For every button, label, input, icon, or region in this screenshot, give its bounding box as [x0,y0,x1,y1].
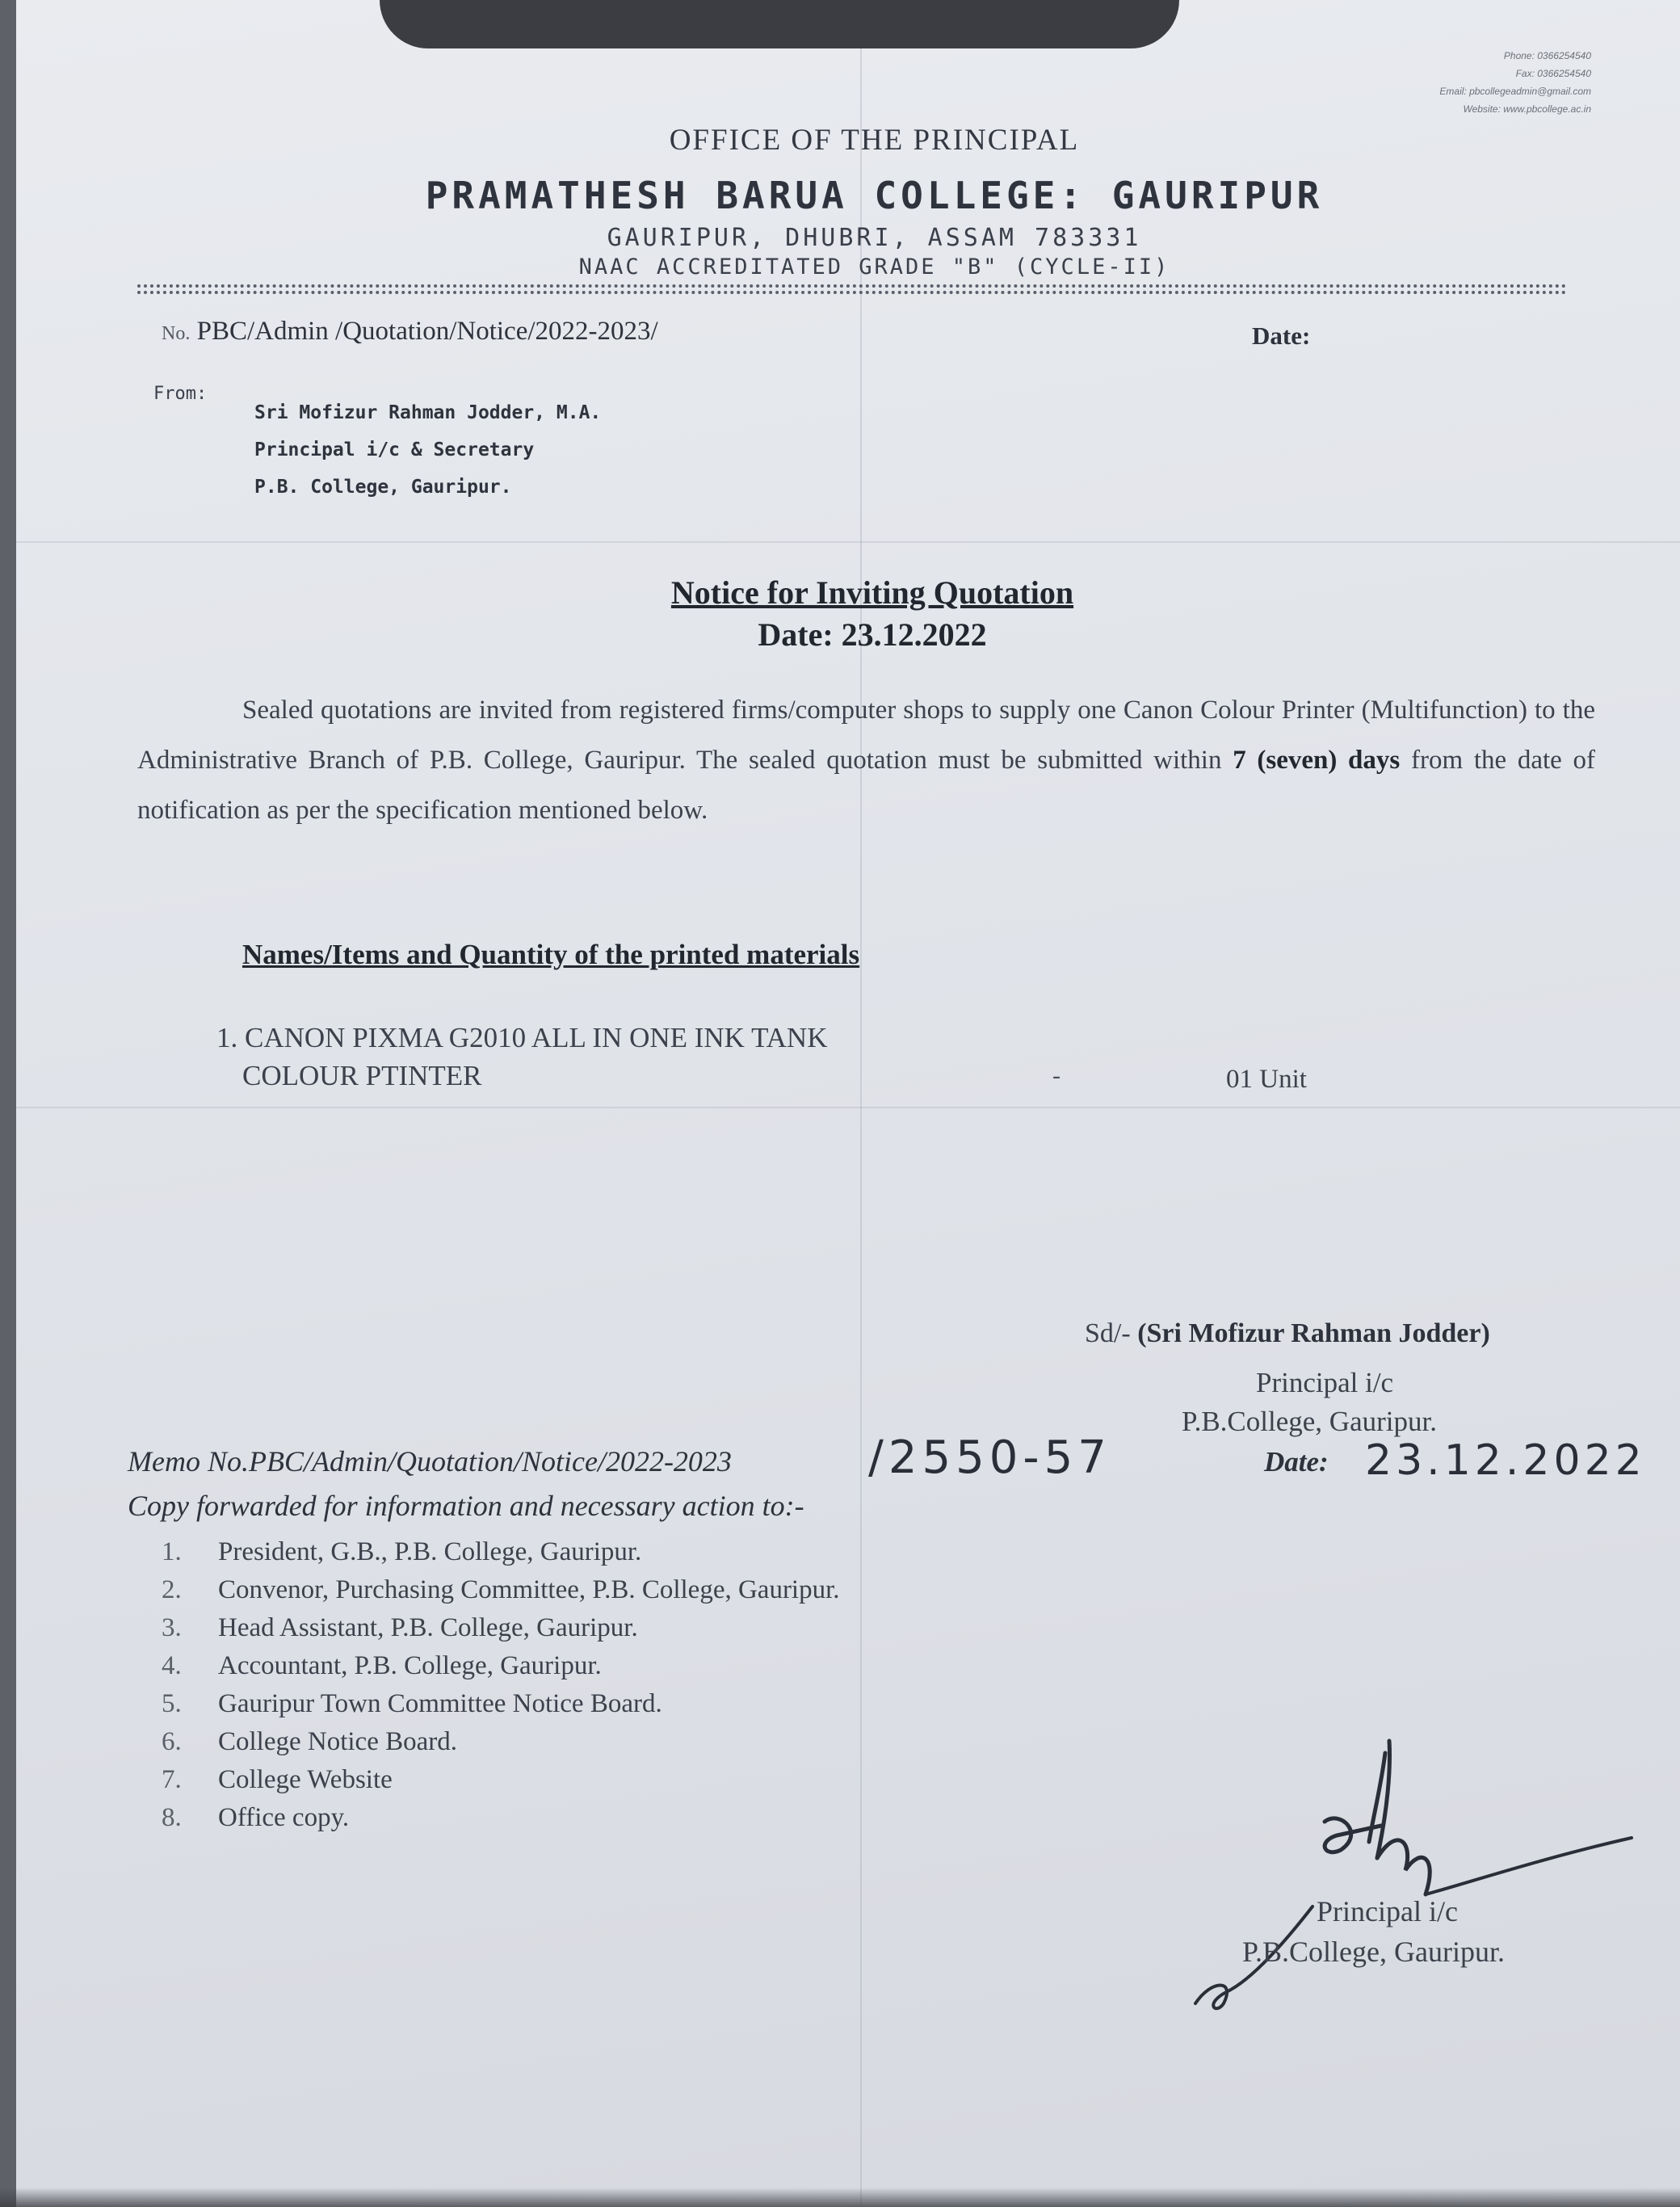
office-heading: OFFICE OF THE PRINCIPAL [669,124,1080,157]
sd-prefix: Sd/- [1085,1318,1138,1348]
signed-by [1085,1318,1490,1349]
list-item-number: 3. [162,1613,182,1642]
notice-body-part2: from the date of notification as per the specification mentioned below. [137,746,1595,825]
notice-body-part1: Sealed quotations are invited from registered firms/computer shops to supply one Canon Colour Printer (Multifunction) to the Administrative Branch of P.B. College, Gauripur. The sealed quotation must be submitted within [137,696,1595,775]
fold-line-horizontal-bottom [16,1107,1680,1108]
list-item-text: Head Assistant, P.B. College, Gauripur. [218,1613,638,1642]
list-item [162,1685,840,1723]
list-item-number: 6. [162,1727,182,1756]
stamp-title: Principal i/c [1317,1895,1458,1927]
list-item [162,1761,840,1799]
contact-phone: Phone: 0366254540 [1503,50,1591,61]
notice-title: Notice for Inviting Quotation [670,574,1074,611]
list-item-text: College Notice Board. [218,1727,458,1756]
copy-forwarded-heading: Copy forwarded for information and necessary action to:- [128,1490,804,1522]
items-title: Names/Items and Quantity of the printed materials [242,939,860,970]
from-college: P.B. College, Gauripur. [254,477,512,498]
memo-date-label: Date: [1264,1446,1329,1478]
reference-date-label: Date: [1252,322,1311,350]
item-name-line1: 1. CANON PIXMA G2010 ALL IN ONE INK TANK [216,1022,828,1053]
fold-line-horizontal-top [16,541,1680,543]
college-name: PRAMATHESH BARUA COLLEGE: GAURIPUR [425,174,1324,217]
from-title: Principal i/c & Secretary [254,439,535,460]
item-separator: - [1052,1062,1060,1089]
memo-handwritten-date: 23.12.2022 [1365,1436,1646,1485]
from-label: From: [153,384,208,404]
list-item [162,1533,840,1571]
list-item-text: Gauripur Town Committee Notice Board. [218,1689,662,1718]
handwritten-signature [1179,1737,1648,2028]
notice-body-deadline: 7 (seven) days [1233,746,1401,775]
list-item-number: 2. [162,1575,182,1604]
contact-fax: Fax: 0366254540 [1515,68,1591,79]
reference-no-value: PBC/Admin /Quotation/Notice/2022-2023/ [196,317,658,346]
contact-website: Website: www.pbcollege.ac.in [1463,103,1591,115]
reference-no-label: No. [162,323,191,344]
list-item [162,1571,840,1609]
memo-handwritten-number: /2550-57 [868,1431,1111,1484]
from-name: Sri Mofizur Rahman Jodder, M.A. [254,402,602,423]
bottom-edge-shadow [0,2188,1680,2207]
fold-line-vertical [860,0,862,2207]
list-item-text: Accountant, P.B. College, Gauripur. [218,1651,602,1680]
list-item-text: College Website [218,1765,393,1794]
contact-email: Email: pbcollegeadmin@gmail.com [1439,86,1591,97]
list-item-number: 8. [162,1803,182,1832]
from-block [254,394,601,506]
letterhead-divider [137,284,1567,294]
list-item [162,1723,840,1761]
list-item-number: 4. [162,1651,182,1680]
signatory-title: Principal i/c [1256,1367,1394,1398]
letterhead-contact [1439,47,1591,118]
notice-body [137,685,1595,835]
reference-number [162,317,658,347]
signatory-college: P.B.College, Gauripur. [1182,1406,1437,1437]
sd-name: (Sri Mofizur Rahman Jodder) [1137,1318,1490,1348]
recipient-list [162,1533,840,1837]
college-address: GAURIPUR, DHUBRI, ASSAM 783331 [607,224,1142,252]
list-item [162,1799,840,1837]
item-quantity: 01 Unit [1226,1065,1307,1094]
item-name-line2: COLOUR PTINTER [242,1060,482,1091]
memo-number: Memo No.PBC/Admin/Quotation/Notice/2022-2023 [128,1445,732,1478]
naac-grade: NAAC ACCREDITATED GRADE "B" (CYCLE-II) [578,254,1170,280]
object-shadow [380,0,1179,48]
list-item-text: Convenor, Purchasing Committee, P.B. College, Gauripur. [218,1575,840,1604]
notice-date: Date: 23.12.2022 [758,616,987,653]
stamp-college: P.B.College, Gauripur. [1242,1936,1505,1968]
list-item-text: Office copy. [218,1803,350,1832]
list-item-number: 7. [162,1765,182,1794]
list-item-number: 5. [162,1689,182,1718]
list-item-number: 1. [162,1537,182,1566]
list-item [162,1647,840,1685]
list-item [162,1609,840,1647]
list-item-text: President, G.B., P.B. College, Gauripur. [218,1537,642,1566]
